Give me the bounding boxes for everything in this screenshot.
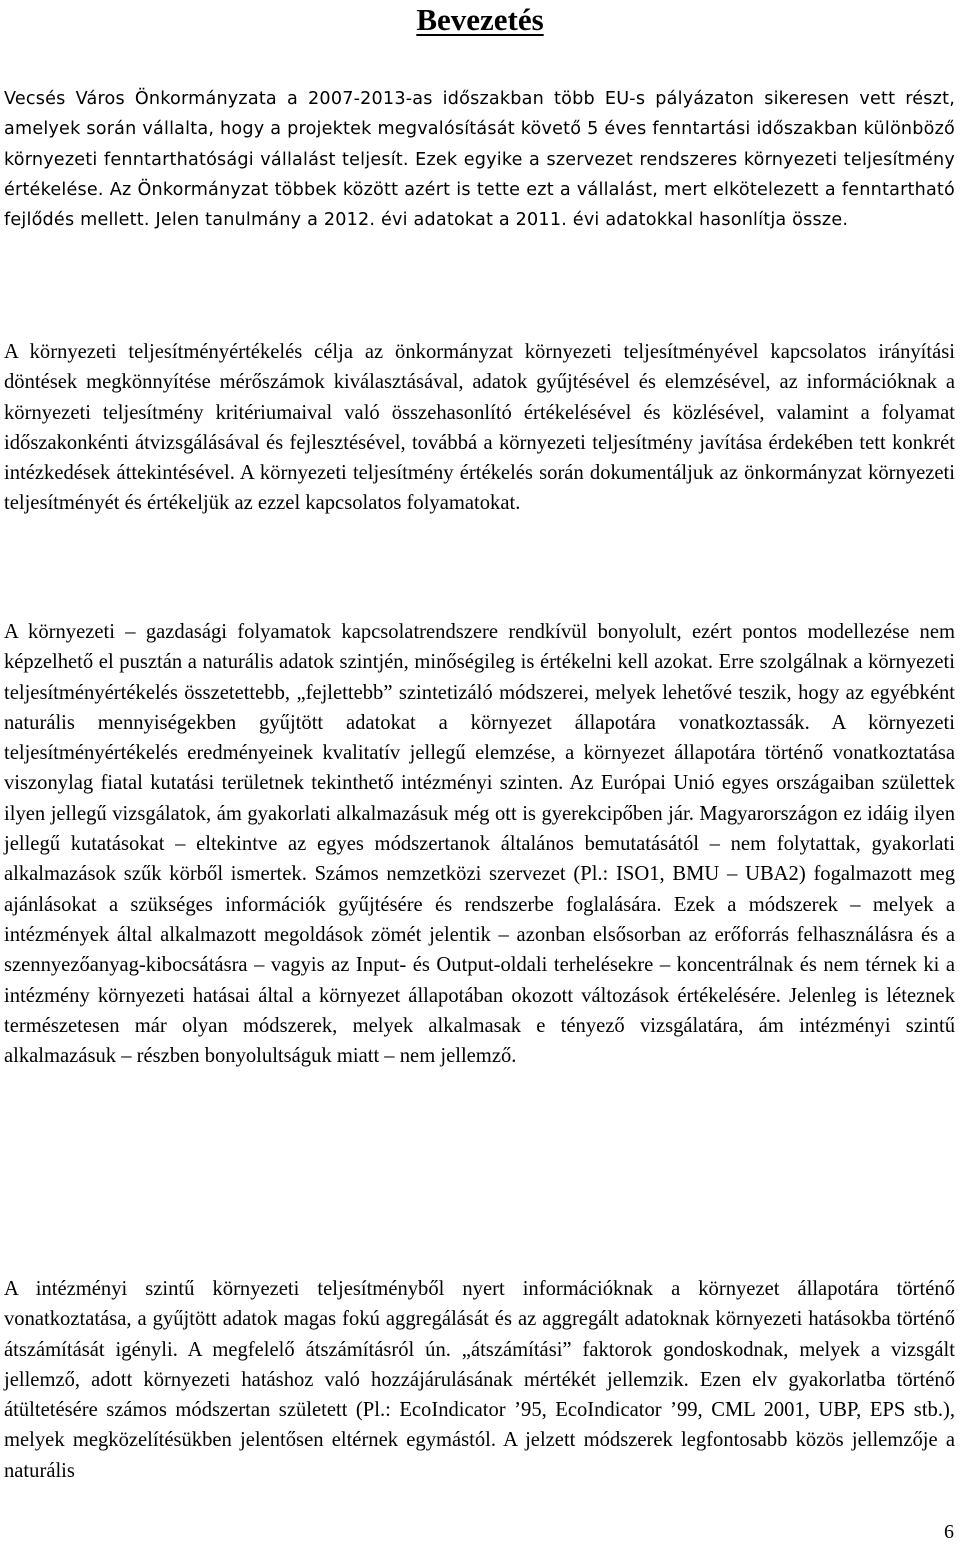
page-number: 6 bbox=[944, 1521, 954, 1543]
methods-paragraph: A környezeti – gazdasági folyamatok kapcsolatrendszere rendkívül bonyolult, ezért pontos modellezése nem képzelhető el pusztán a naturális adatok szintjén, minőségileg is értékelni kell azokat. Erre szolgálnak a környezeti teljesítményértékelés összetettebb, „fejlettebb” szintetizáló módszerei, melyek lehetővé teszik, hogy az egyébként naturális mennyiségekben gyűjtött adatokat a környezet állapotára vonatkoztassák. A környezeti teljesítményértékelés eredményeinek kvalitatív jellegű elemzése, a környezet állapotára történő vonatkoztatása viszonylag fiatal kutatási területnek tekinthető intézményi szinten. Az Európai Unió egyes országaiban születtek ilyen jellegű vizsgálatok, ám gyakorlati alkalmazásuk még ott is gyerekcipőben jár. Magyarországon ez idáig ilyen jellegű kutatásokat – eltekintve az egyes módszertanok általános bemutatásától – nem folytattak, gyakorlati alkalmazások szűk körből ismertek. Számos nemzetközi szervezet (Pl.: ISO1, BMU – UBA2) fogalmazott meg ajánlásokat a szükséges információk gyűjtésére és rendszerbe foglalására. Ezek a módszerek – melyek a intézmények által alkalmazott megoldások zömét jelentik – azonban elsősorban az erőforrás felhasználásra és a szennyezőanyag-kibocsátásra – vagyis az Input- és Output-oldali terhelésekre – koncentrálnak és nem térnek ki a intézmény környezeti hatásai által a környezet állapotában okozott változások értékelésére. Jelenleg is léteznek természetesen már olyan módszerek, melyek alkalmasak e tényező vizsgálatára, ám intézményi szintű alkalmazásuk – részben bonyolultságuk miatt – nem jellemző. bbox=[4, 621, 955, 1068]
intro-paragraph: Vecsés Város Önkormányzata a 2007-2013-as időszakban több EU-s pályázaton sikeresen vett részt, amelyek során vállalta, hogy a projektek megvalósítását követő 5 éves fenntartási időszakban különböző környezeti fenntarthatósági vállalást teljesít. Ezek egyike a szervezet rendszeres környezeti teljesítmény értékelése. Az Önkormányzat többek között azért is tette ezt a vállalást, mert elkötelezett a fenntartható fejlődés mellett. Jelen tanulmány a 2012. évi adatokat a 2011. évi adatokkal hasonlítja össze. bbox=[4, 89, 955, 231]
page-title: Bevezetés bbox=[416, 2, 544, 37]
assessment-goal-paragraph: A környezeti teljesítményértékelés célja az önkormányzat környezeti teljesítményével kapcsolatos irányítási döntések megkönnyítése mérőszámok kiválasztásával, adatok gyűjtésével és elemzésével, az információknak a környezeti teljesítmény kritériumaival való összehasonlító értékelésével és közlésével, valamint a folyamat időszakonkénti átvizsgálásával és fejlesztésével, továbbá a környezeti teljesítmény javítása érdekében tett konkrét intézkedések áttekintésével. A környezeti teljesítmény értékelés során dokumentáljuk az önkormányzat környezeti teljesítményét és értékeljük az ezzel kapcsolatos folyamatokat. bbox=[4, 341, 955, 515]
aggregation-paragraph: A intézményi szintű környezeti teljesítményből nyert információknak a környezet állapotára történő vonatkoztatása, a gyűjtött adatok magas fokú aggregálását és az aggregált adatoknak környezeti hatásokba történő átszámítását igényli. A megfelelő átszámításról ún. „átszámítási” faktorok gondoskodnak, melyek a vizsgált jellemző, adott környezeti hatáshoz való hozzájárulásának mértékét jellemzik. Ezen elv gyakorlatba történő átültetésére számos módszertan született (Pl.: EcoIndicator ’95, EcoIndicator ’99, CML 2001, UBP, EPS stb.), melyek megközelítésükben jelentősen eltérnek egymástól. A jelzett módszerek legfontosabb közös jellemzője a naturális bbox=[4, 1278, 955, 1482]
